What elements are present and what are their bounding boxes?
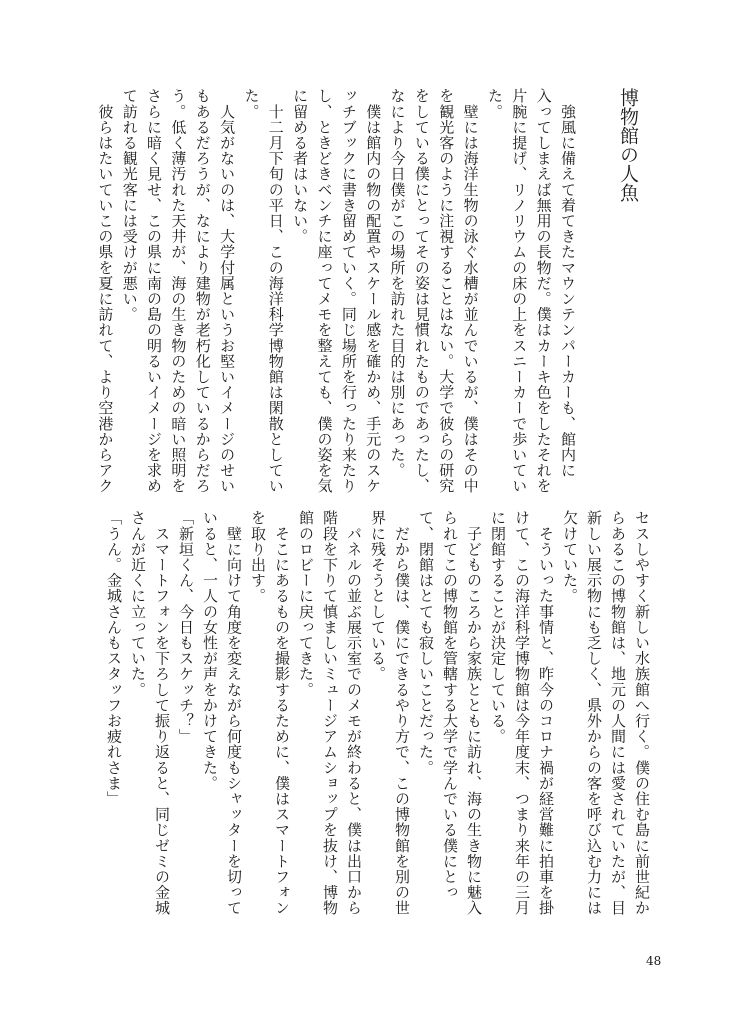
text-line: 人気がないのは、大学付属というお堅いイメージのせい	[218, 88, 237, 494]
text-line: パネルの並ぶ展示室でのメモが終わると、僕は出口から	[345, 510, 363, 916]
text-line: セスしやすく新しい水族館へ行く。僕の住む島に前世紀か	[633, 510, 651, 916]
text-line: 館のロビーに戻ってきた。	[297, 510, 315, 698]
text-line: た。	[485, 88, 504, 120]
text-line: 彼らはたいていこの県を夏に訪れて、より空港からアク	[96, 88, 115, 494]
page-number: 48	[646, 954, 662, 968]
text-line: 「新垣くん、今日もスケッチ？」	[177, 510, 195, 744]
text-line: 入ってしまえば無用の長物だ。僕はカーキ色をしたそれを	[534, 88, 553, 494]
text-line: て、閉館はとても寂しいことだった。	[417, 510, 435, 776]
text-line: 壁に向けて角度を変えながら何度もシャッターを切って	[225, 510, 243, 916]
text-line: を取り出す。	[249, 510, 267, 604]
text-line: なにより今日僕がこの場所を訪れた目的は別にあった。	[388, 88, 407, 478]
text-line: いると、一人の女性が声をかけてきた。	[201, 510, 219, 791]
text-line: た。	[242, 88, 261, 120]
text-line: し、ときどきベンチに座ってメモを整えても、僕の姿を気	[315, 88, 334, 494]
text-line: もあるだろうが、なにより建物が老朽化しているからだろ	[193, 88, 212, 494]
text-line: られてこの博物館を管轄する大学で学んでいる僕にとっ	[441, 510, 459, 900]
story-title: 博物館の人魚	[617, 88, 639, 202]
text-line: さんが近くに立っていた。	[129, 510, 147, 698]
text-line: て訪れる観光客には受けが悪い。	[120, 88, 139, 322]
text-line: スマートフォンを下ろして振り返ると、同じゼミの金城	[153, 510, 171, 916]
text-line: 欠けていた。	[561, 510, 579, 604]
text-line: 片腕に提げ、リノリウムの床の上をスニーカーで歩いてい	[510, 88, 529, 494]
text-line: 「うん。金城さんもスタッフお疲れさま」	[105, 510, 123, 807]
text-line: 壁には海洋生物の泳ぐ水槽が並んでいるが、僕はその中	[461, 88, 480, 494]
text-line: 僕は館内の物の配置やスケール感を確かめ、手元のスケ	[364, 88, 383, 494]
text-line: に閉館することが決定している。	[489, 510, 507, 744]
text-line: そういった事情と、昨今のコロナ禍が経営難に拍車を掛	[537, 510, 555, 916]
text-line: 界に残そうとしている。	[369, 510, 387, 682]
text-line: だから僕は、僕にできるやり方で、この博物館を別の世	[393, 510, 411, 916]
text-line: ッチブックに書き留めていく。同じ場所を行ったり来たり	[339, 88, 358, 494]
text-line: に留める者はいない。	[291, 88, 310, 244]
text-line: を観光客のように注視することはない。大学で彼らの研究	[437, 88, 456, 494]
text-line: 十二月下旬の平日、この海洋科学博物館は閑散としてい	[266, 88, 285, 494]
text-line: う。低く薄汚れた天井が、海の生き物のための暗い照明を	[169, 88, 188, 494]
text-line: 子どものころから家族とともに訪れ、海の生き物に魅入	[465, 510, 483, 916]
text-line: 階段を下りて慎ましいミュージアムショップを抜け、博物	[321, 510, 339, 916]
text-line: けて、この海洋科学博物館は今年度末、つまり来年の三月	[513, 510, 531, 916]
text-line: そこにあるものを撮影するために、僕はスマートフォン	[273, 510, 291, 916]
text-line: らあるこの博物館は、地元の人間には愛されていたが、目	[609, 510, 627, 916]
text-line: をしている僕にとってその姿は見慣れたものであったし、	[412, 88, 431, 494]
text-line: さらに暗く見せ、この県に南の島の明るいイメージを求め	[145, 88, 164, 494]
text-line: 強風に備えて着てきたマウンテンパーカーも、館内に	[559, 88, 577, 478]
text-line: 新しい展示物にも乏しく、県外からの客を呼び込む力には	[585, 510, 603, 916]
